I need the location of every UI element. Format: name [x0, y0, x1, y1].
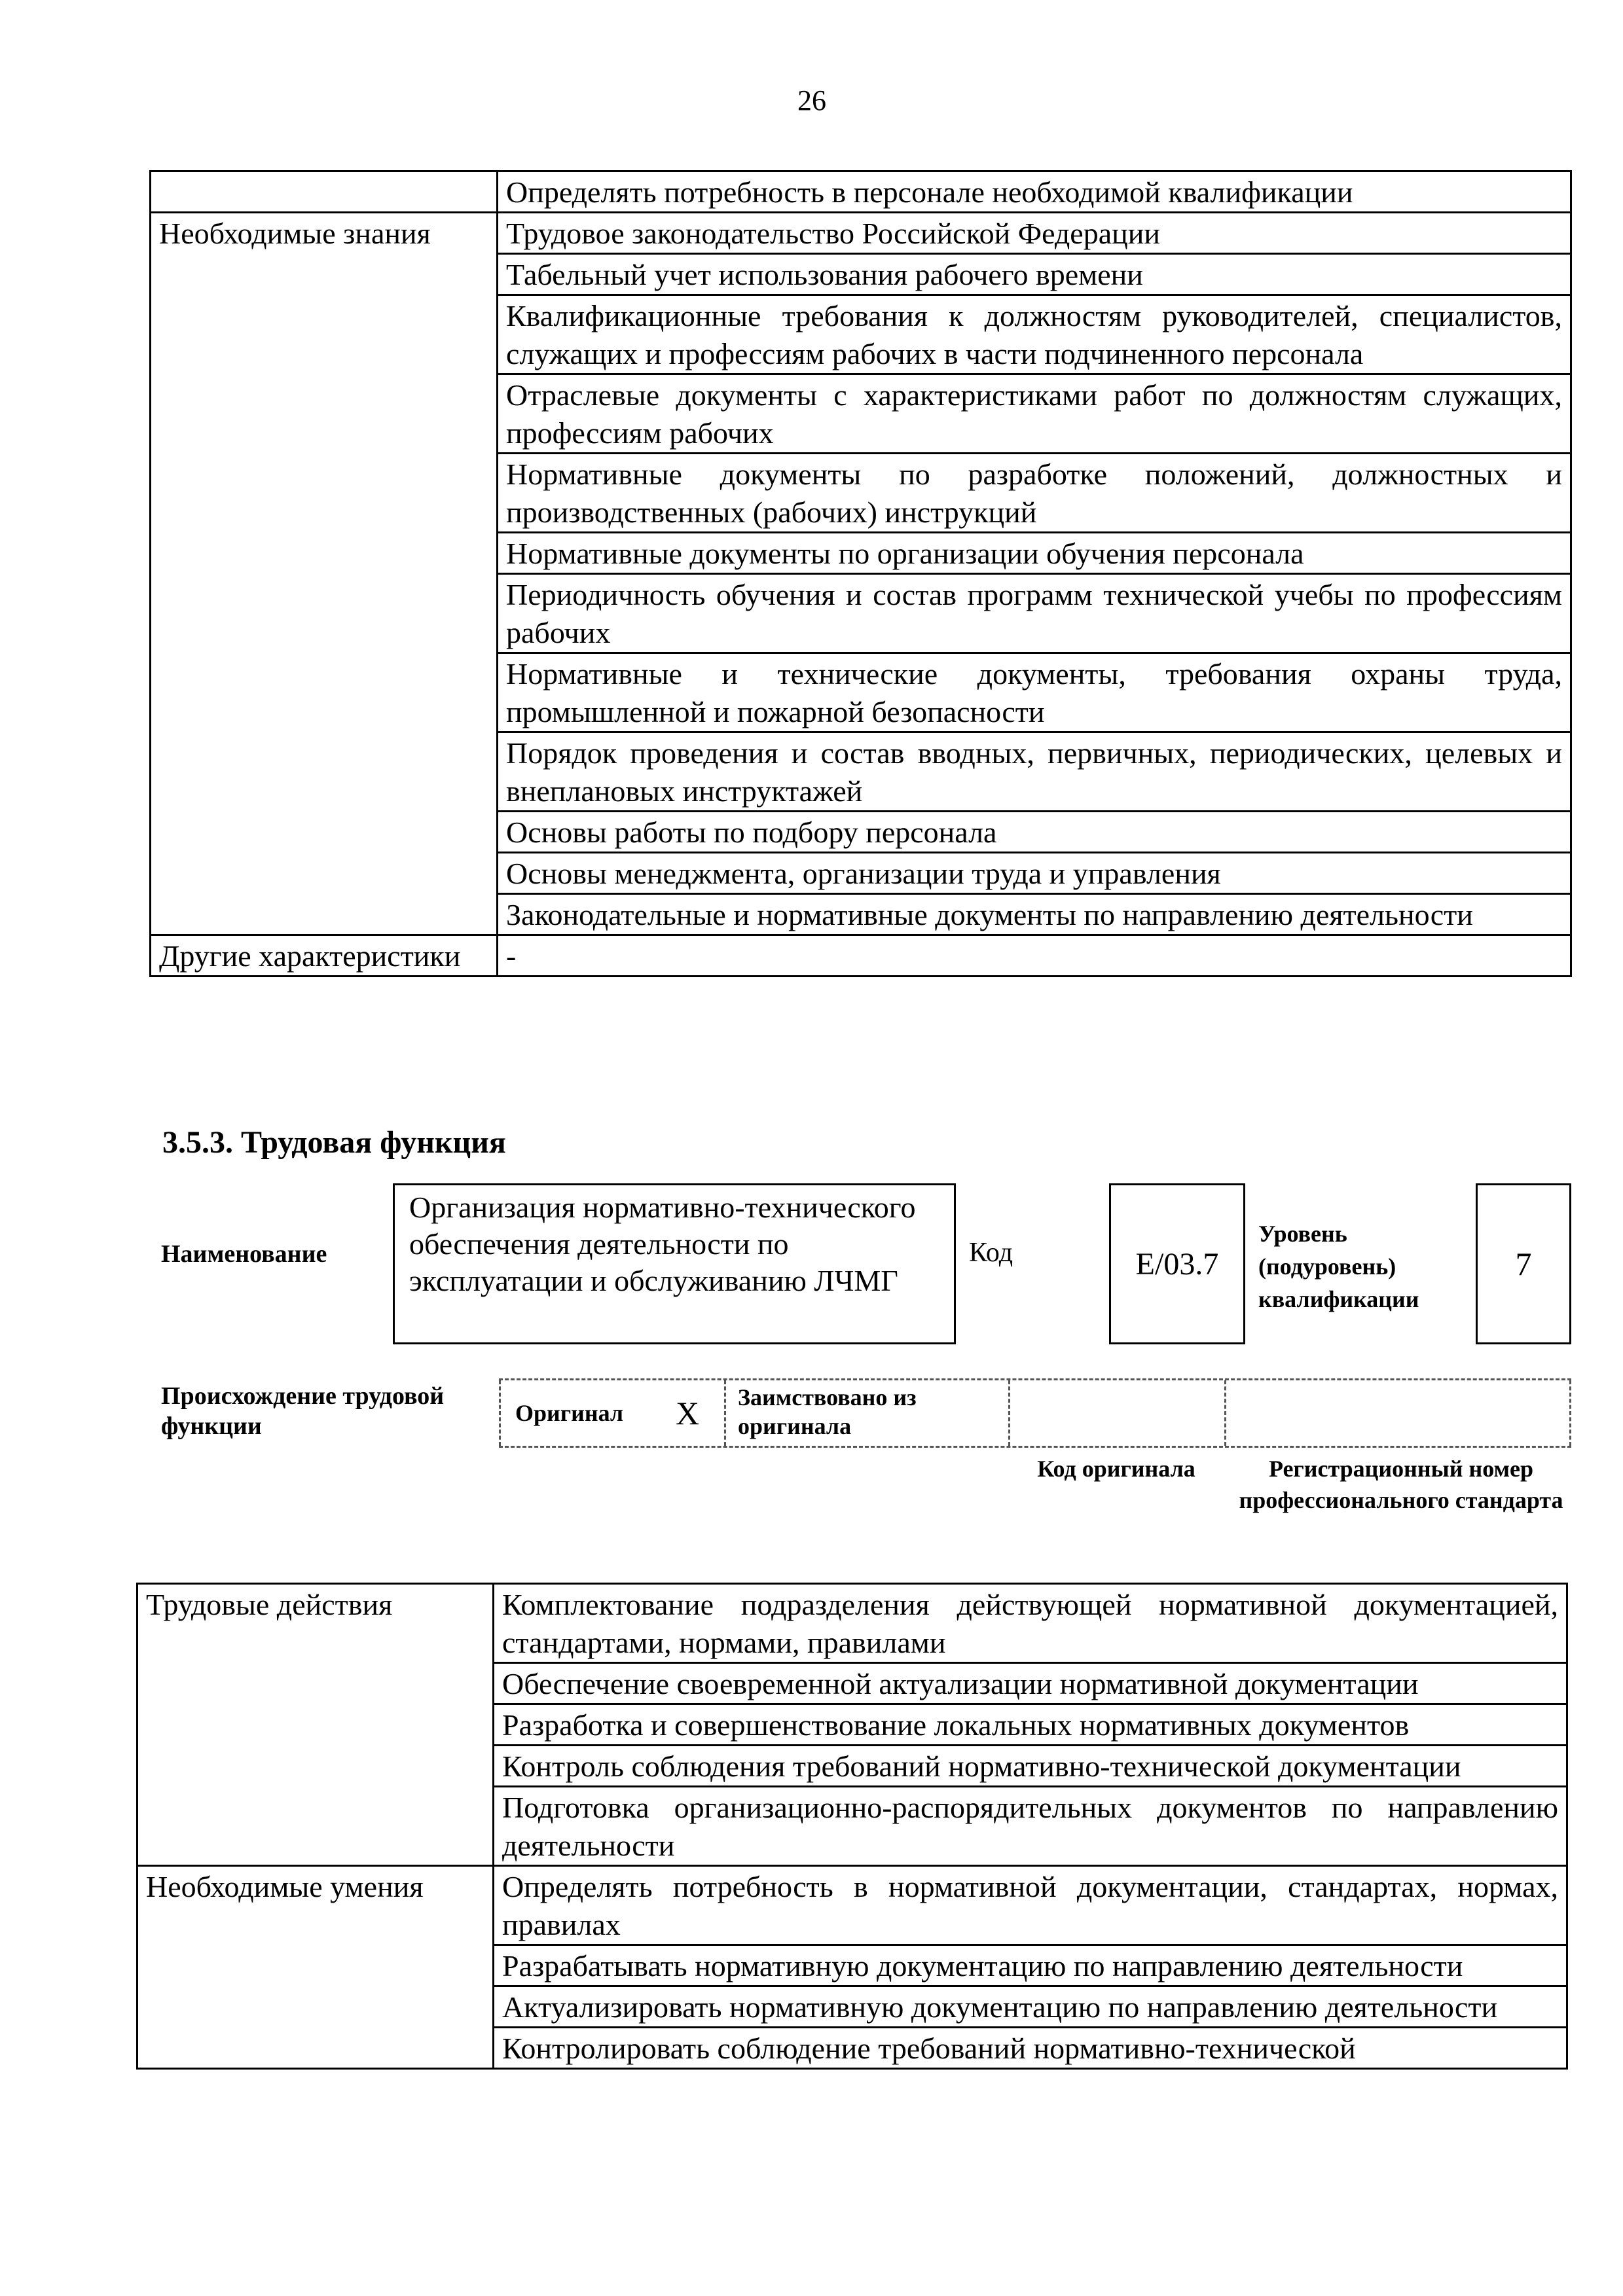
level-value: 7 [1515, 1246, 1532, 1282]
row-item: - [498, 935, 1571, 977]
code-label: Код [969, 1238, 1013, 1268]
level-box [1476, 1183, 1571, 1344]
knowledge-table [149, 170, 1572, 977]
table-row [151, 935, 1571, 977]
row-heading: Трудовые действия [137, 1584, 494, 1866]
row-item: Порядок проведения и состав вводных, первичных, периодических, целевых и внеплановых инструктажей [498, 732, 1571, 812]
table-row [137, 1584, 1567, 1663]
section-heading: 3.5.3. Трудовая функция [162, 1125, 506, 1160]
row-item: Разработка и совершенствование локальных нормативных документов [494, 1704, 1567, 1746]
name-label: Наименование [161, 1240, 327, 1268]
original-mark [651, 1380, 724, 1446]
row-item: Нормативные и технические документы, требования охраны труда, промышленной и пожарной безопасности [498, 653, 1571, 732]
level-label: Уровень (подуровень) квалификации [1258, 1221, 1419, 1312]
table-row [151, 171, 1571, 213]
original-label [499, 1380, 651, 1446]
row-item: Основы менеджмента, организации труда и управления [498, 853, 1571, 894]
reg-number-cell [1224, 1380, 1571, 1446]
row-item: Трудовое законодательство Российской Федерации [498, 213, 1571, 254]
page-number: 26 [797, 84, 826, 117]
original-code-caption: Код оригинала [1037, 1456, 1195, 1482]
row-item: Табельный учет использования рабочего времени [498, 254, 1571, 295]
row-item: Квалификационные требования к должностям руководителей, специалистов, служащих и профессиям рабочих в части подчиненного персонала [498, 295, 1571, 374]
row-heading: Другие характеристики [151, 935, 498, 977]
row-item: Определять потребность в нормативной документации, стандартах, нормах, правилах [494, 1866, 1567, 1945]
borrowed-label [724, 1380, 1008, 1446]
function-name-box [393, 1183, 956, 1344]
borrowed-label-text: Заимствовано из оригинала [738, 1384, 917, 1439]
row-item: Обеспечение своевременной актуализации нормативной документации [494, 1663, 1567, 1704]
origin-row [499, 1378, 1571, 1448]
origin-label: Происхождение трудовой функции [161, 1382, 445, 1440]
row-item: Нормативные документы по организации обучения персонала [498, 533, 1571, 574]
reg-number-caption: Регистрационный номер профессионального стандарта [1239, 1456, 1563, 1513]
table-row [137, 1866, 1567, 1945]
code-value: E/03.7 [1135, 1246, 1219, 1282]
row-item: Нормативные документы по разработке положений, должностных и производственных (рабочих) инструкций [498, 454, 1571, 533]
original-label-text: Оригинал [515, 1400, 624, 1426]
row-item: Периодичность обучения и состав программ технической учебы по профессиям рабочих [498, 574, 1571, 653]
row-heading [151, 171, 498, 213]
row-item: Контролировать соблюдение требований нормативно-технической [494, 2028, 1567, 2069]
original-code-cell [1008, 1380, 1224, 1446]
code-box [1109, 1183, 1245, 1344]
row-item: Разрабатывать нормативную документацию по направлению деятельности [494, 1945, 1567, 1986]
row-item: Законодательные и нормативные документы по направлению деятельности [498, 894, 1571, 935]
row-heading: Необходимые умения [137, 1866, 494, 2069]
table-row [151, 213, 1571, 254]
row-item: Основы работы по подбору персонала [498, 812, 1571, 853]
function-name: Организация нормативно-технического обеспечения деятельности по эксплуатации и обслуживанию ЛЧМГ [409, 1191, 916, 1297]
actions-table [136, 1583, 1568, 2070]
original-mark-text: X [675, 1395, 700, 1431]
row-heading: Необходимые знания [151, 213, 498, 935]
row-item: Отраслевые документы с характеристиками работ по должностям служащих, профессиям рабочих [498, 374, 1571, 454]
row-item: Определять потребность в персонале необходимой квалификации [498, 171, 1571, 213]
row-item: Комплектование подразделения действующей нормативной документацией, стандартами, нормами, правилами [494, 1584, 1567, 1663]
row-item: Актуализировать нормативную документацию по направлению деятельности [494, 1986, 1567, 2028]
row-item: Контроль соблюдения требований нормативно-технической документации [494, 1746, 1567, 1787]
row-item: Подготовка организационно-распорядительных документов по направлению деятельности [494, 1787, 1567, 1866]
